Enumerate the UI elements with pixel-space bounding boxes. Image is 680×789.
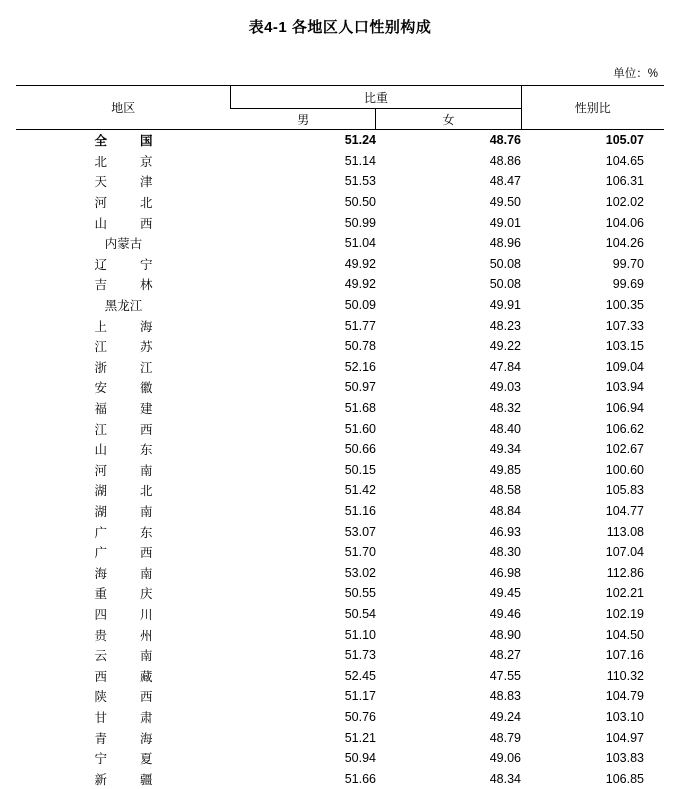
region-label: 浙 江 bbox=[94, 358, 152, 376]
header-proportion: 比重 bbox=[231, 86, 521, 109]
sex-ratio-cell: 100.35 bbox=[521, 295, 664, 316]
region-label: 北 京 bbox=[94, 152, 152, 170]
table-row bbox=[16, 130, 664, 151]
region-label: 湖 北 bbox=[94, 481, 152, 499]
region-label: 河 北 bbox=[94, 193, 152, 211]
sex-ratio-cell: 106.31 bbox=[521, 171, 664, 192]
table-row bbox=[16, 645, 664, 666]
female-proportion-cell: 49.03 bbox=[376, 377, 521, 398]
male-proportion-cell: 50.78 bbox=[231, 336, 376, 357]
table-row bbox=[16, 480, 664, 501]
sex-ratio-cell: 104.65 bbox=[521, 151, 664, 172]
region-cell bbox=[16, 130, 231, 151]
sex-ratio-cell: 104.26 bbox=[521, 233, 664, 254]
region-cell bbox=[16, 583, 231, 604]
table-rows bbox=[16, 130, 664, 789]
male-proportion-cell: 50.09 bbox=[231, 295, 376, 316]
table-row bbox=[16, 727, 664, 748]
female-proportion-cell: 48.96 bbox=[376, 233, 521, 254]
sex-ratio-cell: 109.04 bbox=[521, 357, 664, 378]
table-row bbox=[16, 707, 664, 728]
table-row bbox=[16, 686, 664, 707]
male-proportion-cell: 53.07 bbox=[231, 521, 376, 542]
male-proportion-cell: 50.55 bbox=[231, 583, 376, 604]
table-row bbox=[16, 295, 664, 316]
female-proportion-cell: 48.23 bbox=[376, 315, 521, 336]
female-proportion-cell: 48.86 bbox=[376, 151, 521, 172]
male-proportion-cell: 51.42 bbox=[231, 480, 376, 501]
male-proportion-cell: 51.24 bbox=[231, 130, 376, 151]
sex-ratio-cell: 105.07 bbox=[521, 130, 664, 151]
male-proportion-cell: 51.70 bbox=[231, 542, 376, 563]
female-proportion-cell: 49.50 bbox=[376, 192, 521, 213]
sex-ratio-cell: 104.79 bbox=[521, 686, 664, 707]
region-cell bbox=[16, 501, 231, 522]
header-region: 地区 bbox=[16, 86, 231, 130]
table-row bbox=[16, 212, 664, 233]
female-proportion-cell: 46.98 bbox=[376, 562, 521, 583]
region-label: 陕 西 bbox=[94, 687, 152, 705]
male-proportion-cell: 51.17 bbox=[231, 686, 376, 707]
female-proportion-cell: 48.47 bbox=[376, 171, 521, 192]
male-proportion-cell: 50.66 bbox=[231, 439, 376, 460]
sex-ratio-cell: 100.60 bbox=[521, 460, 664, 481]
female-proportion-cell: 46.93 bbox=[376, 521, 521, 542]
female-proportion-cell: 49.24 bbox=[376, 707, 521, 728]
region-cell bbox=[16, 686, 231, 707]
region-label: 贵 州 bbox=[94, 626, 152, 644]
table-row bbox=[16, 562, 664, 583]
female-proportion-cell: 50.08 bbox=[376, 274, 521, 295]
region-cell bbox=[16, 315, 231, 336]
sex-ratio-cell: 102.19 bbox=[521, 604, 664, 625]
table-row bbox=[16, 748, 664, 769]
sex-ratio-cell: 106.94 bbox=[521, 398, 664, 419]
female-proportion-cell: 48.30 bbox=[376, 542, 521, 563]
table-row bbox=[16, 254, 664, 275]
region-cell bbox=[16, 645, 231, 666]
table-row bbox=[16, 768, 664, 789]
header-male: 男 bbox=[231, 109, 376, 130]
female-proportion-cell: 48.34 bbox=[376, 768, 521, 789]
region-cell bbox=[16, 727, 231, 748]
sex-ratio-cell: 107.16 bbox=[521, 645, 664, 666]
female-proportion-cell: 49.46 bbox=[376, 604, 521, 625]
sex-ratio-cell: 102.21 bbox=[521, 583, 664, 604]
region-cell bbox=[16, 192, 231, 213]
header-sex-ratio: 性别比 bbox=[521, 86, 664, 130]
region-cell bbox=[16, 233, 231, 254]
region-cell bbox=[16, 665, 231, 686]
region-label: 广 东 bbox=[94, 523, 152, 541]
table-row bbox=[16, 501, 664, 522]
male-proportion-cell: 50.94 bbox=[231, 748, 376, 769]
table-row bbox=[16, 357, 664, 378]
region-cell bbox=[16, 439, 231, 460]
table-row bbox=[16, 377, 664, 398]
female-proportion-cell: 48.32 bbox=[376, 398, 521, 419]
female-proportion-cell: 48.84 bbox=[376, 501, 521, 522]
region-cell bbox=[16, 171, 231, 192]
female-proportion-cell: 49.85 bbox=[376, 460, 521, 481]
sex-ratio-cell: 107.04 bbox=[521, 542, 664, 563]
region-label: 内蒙古 bbox=[94, 234, 152, 252]
table-row bbox=[16, 192, 664, 213]
region-label: 全 国 bbox=[94, 131, 152, 149]
female-proportion-cell: 49.06 bbox=[376, 748, 521, 769]
female-proportion-cell: 49.91 bbox=[376, 295, 521, 316]
male-proportion-cell: 51.66 bbox=[231, 768, 376, 789]
table-row bbox=[16, 439, 664, 460]
sex-ratio-cell: 104.77 bbox=[521, 501, 664, 522]
region-label: 甘 肃 bbox=[94, 708, 152, 726]
male-proportion-cell: 50.15 bbox=[231, 460, 376, 481]
male-proportion-cell: 49.92 bbox=[231, 274, 376, 295]
male-proportion-cell: 51.14 bbox=[231, 151, 376, 172]
table-row bbox=[16, 233, 664, 254]
sex-ratio-cell: 104.50 bbox=[521, 624, 664, 645]
region-label: 天 津 bbox=[94, 172, 152, 190]
table-row bbox=[16, 418, 664, 439]
sex-ratio-cell: 103.94 bbox=[521, 377, 664, 398]
region-label: 河 南 bbox=[94, 461, 152, 479]
region-label: 山 东 bbox=[94, 440, 152, 458]
male-proportion-cell: 50.97 bbox=[231, 377, 376, 398]
female-proportion-cell: 50.08 bbox=[376, 254, 521, 275]
region-label: 海 南 bbox=[94, 564, 152, 582]
table-row bbox=[16, 398, 664, 419]
region-cell bbox=[16, 418, 231, 439]
female-proportion-cell: 49.22 bbox=[376, 336, 521, 357]
female-proportion-cell: 48.76 bbox=[376, 130, 521, 151]
sex-ratio-cell: 110.32 bbox=[521, 665, 664, 686]
region-cell bbox=[16, 460, 231, 481]
header-female: 女 bbox=[376, 109, 521, 130]
region-cell bbox=[16, 707, 231, 728]
region-cell bbox=[16, 624, 231, 645]
region-label: 黑龙江 bbox=[94, 296, 152, 314]
region-label: 吉 林 bbox=[94, 275, 152, 293]
table-row bbox=[16, 542, 664, 563]
region-label: 广 西 bbox=[94, 543, 152, 561]
population-sex-composition-table bbox=[16, 85, 664, 789]
male-proportion-cell: 51.77 bbox=[231, 315, 376, 336]
table-row bbox=[16, 624, 664, 645]
female-proportion-cell: 48.27 bbox=[376, 645, 521, 666]
region-cell bbox=[16, 357, 231, 378]
region-cell bbox=[16, 398, 231, 419]
region-label: 西 藏 bbox=[94, 667, 152, 685]
region-label: 四 川 bbox=[94, 605, 152, 623]
female-proportion-cell: 47.84 bbox=[376, 357, 521, 378]
sex-ratio-cell: 107.33 bbox=[521, 315, 664, 336]
female-proportion-cell: 49.45 bbox=[376, 583, 521, 604]
region-label: 山 西 bbox=[94, 214, 152, 232]
table-row bbox=[16, 315, 664, 336]
region-cell bbox=[16, 562, 231, 583]
table-row bbox=[16, 604, 664, 625]
region-label: 青 海 bbox=[94, 729, 152, 747]
sex-ratio-cell: 99.69 bbox=[521, 274, 664, 295]
female-proportion-cell: 47.55 bbox=[376, 665, 521, 686]
sex-ratio-cell: 103.83 bbox=[521, 748, 664, 769]
page-title: 表4-1 各地区人口性别构成 bbox=[0, 0, 680, 37]
male-proportion-cell: 50.54 bbox=[231, 604, 376, 625]
region-label: 安 徽 bbox=[94, 378, 152, 396]
region-cell bbox=[16, 748, 231, 769]
region-cell bbox=[16, 295, 231, 316]
region-cell bbox=[16, 542, 231, 563]
sex-ratio-cell: 99.70 bbox=[521, 254, 664, 275]
region-cell bbox=[16, 768, 231, 789]
unit-note: 单位：% bbox=[0, 37, 680, 85]
region-cell bbox=[16, 604, 231, 625]
region-label: 辽 宁 bbox=[94, 255, 152, 273]
sex-ratio-cell: 112.86 bbox=[521, 562, 664, 583]
male-proportion-cell: 50.76 bbox=[231, 707, 376, 728]
table-row bbox=[16, 336, 664, 357]
male-proportion-cell: 51.21 bbox=[231, 727, 376, 748]
female-proportion-cell: 48.90 bbox=[376, 624, 521, 645]
region-label: 福 建 bbox=[94, 399, 152, 417]
region-label: 江 苏 bbox=[94, 337, 152, 355]
male-proportion-cell: 53.02 bbox=[231, 562, 376, 583]
sex-ratio-cell: 113.08 bbox=[521, 521, 664, 542]
male-proportion-cell: 52.16 bbox=[231, 357, 376, 378]
male-proportion-cell: 51.68 bbox=[231, 398, 376, 419]
table-row bbox=[16, 460, 664, 481]
region-label: 重 庆 bbox=[94, 584, 152, 602]
table-body bbox=[16, 86, 664, 130]
region-cell bbox=[16, 521, 231, 542]
table-row bbox=[16, 274, 664, 295]
sex-ratio-cell: 104.97 bbox=[521, 727, 664, 748]
sex-ratio-cell: 102.67 bbox=[521, 439, 664, 460]
male-proportion-cell: 51.60 bbox=[231, 418, 376, 439]
region-cell bbox=[16, 274, 231, 295]
region-cell bbox=[16, 151, 231, 172]
male-proportion-cell: 50.50 bbox=[231, 192, 376, 213]
male-proportion-cell: 51.73 bbox=[231, 645, 376, 666]
region-cell bbox=[16, 212, 231, 233]
region-label: 江 西 bbox=[94, 420, 152, 438]
sex-ratio-cell: 106.62 bbox=[521, 418, 664, 439]
female-proportion-cell: 48.58 bbox=[376, 480, 521, 501]
female-proportion-cell: 48.83 bbox=[376, 686, 521, 707]
table-row bbox=[16, 151, 664, 172]
region-cell bbox=[16, 336, 231, 357]
sex-ratio-cell: 106.85 bbox=[521, 768, 664, 789]
region-label: 上 海 bbox=[94, 317, 152, 335]
male-proportion-cell: 51.16 bbox=[231, 501, 376, 522]
region-label: 湖 南 bbox=[94, 502, 152, 520]
male-proportion-cell: 51.10 bbox=[231, 624, 376, 645]
table-row bbox=[16, 521, 664, 542]
region-label: 云 南 bbox=[94, 646, 152, 664]
region-label: 新 疆 bbox=[94, 770, 152, 788]
table-row bbox=[16, 665, 664, 686]
female-proportion-cell: 48.79 bbox=[376, 727, 521, 748]
sex-ratio-cell: 104.06 bbox=[521, 212, 664, 233]
sex-ratio-cell: 102.02 bbox=[521, 192, 664, 213]
male-proportion-cell: 51.53 bbox=[231, 171, 376, 192]
table-row bbox=[16, 171, 664, 192]
female-proportion-cell: 49.01 bbox=[376, 212, 521, 233]
male-proportion-cell: 51.04 bbox=[231, 233, 376, 254]
female-proportion-cell: 49.34 bbox=[376, 439, 521, 460]
region-cell bbox=[16, 254, 231, 275]
region-cell bbox=[16, 480, 231, 501]
male-proportion-cell: 49.92 bbox=[231, 254, 376, 275]
sex-ratio-cell: 105.83 bbox=[521, 480, 664, 501]
table-header-row-1 bbox=[16, 86, 664, 109]
male-proportion-cell: 52.45 bbox=[231, 665, 376, 686]
region-cell bbox=[16, 377, 231, 398]
male-proportion-cell: 50.99 bbox=[231, 212, 376, 233]
female-proportion-cell: 48.40 bbox=[376, 418, 521, 439]
sex-ratio-cell: 103.10 bbox=[521, 707, 664, 728]
region-label: 宁 夏 bbox=[94, 749, 152, 767]
sex-ratio-cell: 103.15 bbox=[521, 336, 664, 357]
table-row bbox=[16, 583, 664, 604]
